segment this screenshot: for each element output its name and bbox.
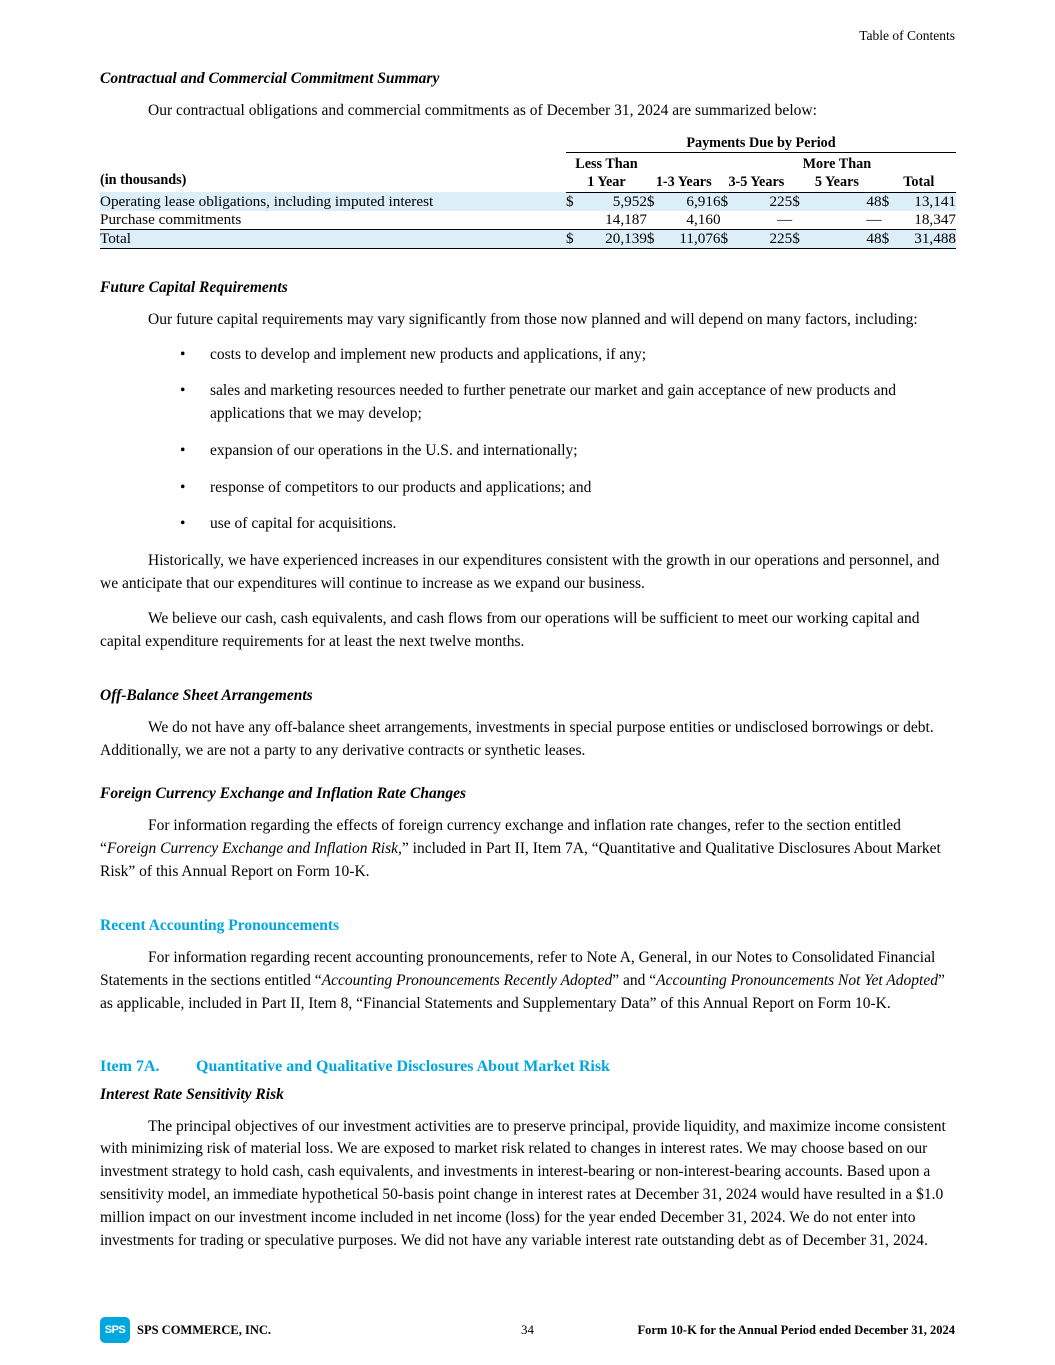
list-item-label: sales and marketing resources needed to further penetrate our market and gain acceptance of new products and applications that we may develop; (210, 382, 897, 423)
row-value: — (737, 211, 793, 230)
section-heading-recent-accounting: Recent Accounting Pronouncements (100, 917, 340, 935)
bullet-icon: • (180, 345, 186, 363)
col-header-3-5-years (721, 156, 793, 192)
row-value: 225 (737, 192, 793, 211)
ra-text-italic2: Accounting Pronouncements Not Yet Adopted (656, 972, 938, 990)
table-row (100, 211, 956, 230)
footer-company-name: SPS COMMERCE, INC. (137, 1322, 272, 1337)
row-value: 5,952 (582, 192, 647, 211)
ra-text-part1: For information regarding recent accounting pronouncements, refer to Note A, General, in our Notes to Consolidated Financial Statements in the sections entitled “ (100, 949, 936, 990)
row-currency (792, 211, 808, 230)
row-value: 20,139 (582, 229, 647, 248)
section-heading-interest-rate-sensitivity: Interest Rate Sensitivity Risk (100, 1085, 284, 1103)
interest-rate-paragraph: The principal objectives of our investment activities are to preserve principal, provide liquidity, and maximize income consistent with minimizing risk of material loss. We are exposed to market risk related to changes in interest rates. We may choose based on our investment strategy to hold cash, cash equivalents, and investments in interest-bearing or non-interest-bearing accounts. Based upon a sensitivity model, an immediate hypothetical 50-basis point change in interest rates at December 31, 2024 would have resulted in a $1.0 million impact on our investment income included in net income (loss) for the year ended December 31, 2024. We do not enter into investments for trading or speculative purposes. We did not have any variable interest rate outstanding debt as of December 31, 2024. (100, 1117, 946, 1249)
item-7a-heading (100, 1058, 955, 1076)
section-heading-foreign-currency: Foreign Currency Exchange and Inflation Rate Changes (100, 784, 467, 802)
fc-text-part2: ” included in Part II, Item 7A, “Quantitative and Qualitative Disclosures About Market Risk” of this Annual Report on Form 10-K. (100, 839, 941, 880)
col-header-line2: 5 Years (814, 174, 859, 191)
list-item-label: costs to develop and implement new products and applications, if any; (210, 345, 647, 363)
fc-text-part1: For information regarding the effects of foreign currency exchange and inflation rate changes, refer to the section entitled “ (100, 816, 901, 857)
col-header-line1: More Than (802, 156, 872, 173)
col-header-total (882, 156, 956, 192)
row-currency: $ (566, 229, 582, 248)
row-currency (721, 211, 737, 230)
foreign-currency-paragraph (100, 815, 955, 883)
row-currency: $ (721, 192, 737, 211)
table-of-contents-label: Table of Contents (859, 28, 955, 43)
row-value: 14,187 (582, 211, 647, 230)
list-item-label: response of competitors to our products and applications; and (210, 478, 592, 496)
col-header-line2: 1 Year (587, 174, 626, 191)
section-heading-off-balance-sheet: Off-Balance Sheet Arrangements (100, 687, 313, 705)
ra-text-part3: ” as applicable, included in Part II, Item 8, “Financial Statements and Supplementary Data” of this Annual Report on Form 10-K. (100, 972, 945, 1012)
recent-accounting-paragraph (100, 947, 955, 1015)
row-value: 18,347 (898, 211, 956, 230)
row-currency: $ (882, 229, 898, 248)
table-stub-label: (in thousands) (100, 172, 187, 189)
col-header-1-3-years (647, 156, 721, 192)
row-currency (647, 211, 663, 230)
bullet-icon: • (180, 441, 186, 459)
fc-text-italic: Foreign Currency Exchange and Inflation Risk, (106, 839, 402, 857)
future-capital-bullet-list (100, 344, 955, 537)
col-header-line2: 1-3 Years (655, 174, 712, 191)
row-currency: $ (882, 192, 898, 211)
table-group-header-row (100, 135, 956, 153)
item-7a-title: Quantitative and Qualitative Disclosures About Market Risk (196, 1057, 610, 1075)
table-row (100, 192, 956, 211)
list-item (100, 380, 955, 426)
col-header-line2: Total (903, 174, 935, 191)
row-currency: $ (647, 192, 663, 211)
row-value: — (808, 211, 881, 230)
list-item (100, 344, 955, 367)
commitment-summary-intro: Our contractual obligations and commercial commitments as of December 31, 2024 are summarized below: (148, 102, 817, 119)
col-header-line1: Less Than (575, 156, 638, 173)
row-currency: $ (792, 192, 808, 211)
row-label: Purchase commitments (100, 211, 566, 230)
table-group-header: Payments Due by Period (566, 135, 956, 153)
future-capital-intro: Our future capital requirements may vary significantly from those now planned and will depend on many factors, including: (148, 310, 918, 328)
row-currency: $ (647, 229, 663, 248)
list-item-label: use of capital for acquisitions. (210, 515, 397, 533)
row-value: 48 (808, 229, 881, 248)
future-capital-paragraph-1: Historically, we have experienced increases in our expenditures consistent with the growth in our operations and personnel, and we anticipate that our expenditures will continue to increase as we expand our business. (100, 552, 940, 593)
sps-logo-icon (100, 1317, 130, 1343)
ra-text-part2: ” and “ (612, 972, 657, 990)
row-label: Operating lease obligations, including imputed interest (100, 192, 566, 211)
page-footer (100, 1317, 955, 1343)
ra-text-italic1: Accounting Pronouncements Recently Adopted (321, 972, 613, 990)
row-currency: $ (792, 229, 808, 248)
section-heading-future-capital: Future Capital Requirements (100, 278, 288, 296)
off-balance-paragraph: We do not have any off-balance sheet arrangements, investments in special purpose entities or undisclosed borrowings or debt. Additionally, we are not a party to any derivative contracts or synthetic leases. (100, 719, 934, 760)
table-row-total (100, 229, 956, 248)
col-header-line2: 3-5 Years (728, 174, 785, 191)
col-header-less-than-1-year (566, 156, 647, 192)
row-currency: $ (566, 192, 582, 211)
row-value: 31,488 (898, 229, 956, 248)
row-label: Total (100, 229, 566, 248)
table-of-contents-link[interactable] (100, 28, 955, 44)
row-value: 6,916 (663, 192, 721, 211)
footer-left (100, 1317, 520, 1343)
col-header-more-than-5-years (792, 156, 881, 192)
footer-page-number: 34 (521, 1322, 534, 1337)
row-currency (882, 211, 898, 230)
list-item-label: expansion of our operations in the U.S. and internationally; (210, 441, 578, 459)
bullet-icon: • (180, 515, 186, 533)
row-value: 13,141 (898, 192, 956, 211)
list-item (100, 440, 955, 463)
section-heading-commitment-summary: Contractual and Commercial Commitment Summary (100, 70, 440, 87)
logo-text: SPS (104, 1324, 126, 1336)
list-item (100, 513, 955, 536)
list-item (100, 477, 955, 500)
bullet-icon: • (180, 382, 186, 400)
row-currency (566, 211, 582, 230)
row-value: 48 (808, 192, 881, 211)
footer-form-label: Form 10-K for the Annual Period ended December 31, 2024 (637, 1322, 955, 1337)
item-7a-number: Item 7A. (100, 1057, 160, 1075)
table-column-header-row (100, 156, 956, 192)
row-value: 225 (737, 229, 793, 248)
payments-due-table (100, 135, 956, 249)
future-capital-paragraph-2: We believe our cash, cash equivalents, and cash flows from our operations will be sufficient to meet our working capital and capital expenditure requirements for at least the next twelve months. (100, 609, 920, 650)
bullet-icon: • (180, 478, 186, 496)
row-value: 4,160 (663, 211, 721, 230)
row-value: 11,076 (663, 229, 721, 248)
row-currency: $ (721, 229, 737, 248)
